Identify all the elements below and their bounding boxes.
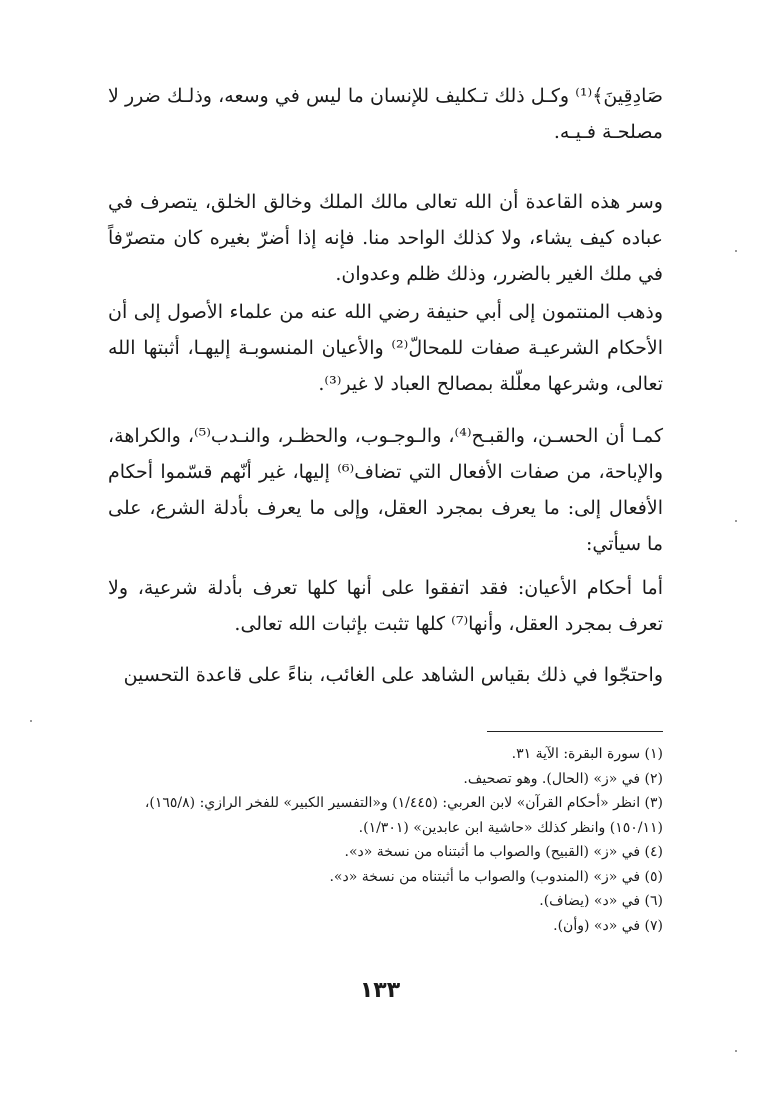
footnote-7: (٧) في «د» (وأن). xyxy=(553,917,663,934)
footnote-6: (٦) في «د» (يضاف). xyxy=(539,893,663,909)
paragraph-2: وسر هذه القاعدة أن الله تعالى مالك الملك وخالق الخلق، يتصرف في عباده كيف يشاء، ولا كذلك الواحد منا. فإنه إذا أضرّ بغيره كان متصرّفاً في ملك الغير بالضرر، وذلك ظلم وعدوان. xyxy=(108,191,663,285)
page-number: ١٣٣ xyxy=(359,978,401,1003)
paragraph-1: صَادِقِينَ﴾⁽¹⁾ وكـل ذلك تـكليف للإنسان ما ليس في وسعه، وذلـك ضرر لا مصلحـة فـيـه. xyxy=(108,85,663,143)
footnote-5: (٥) في «ز» (المندوب) والصواب ما أثبتناه من نسخة «د». xyxy=(329,868,663,885)
scan-speck xyxy=(735,1050,737,1052)
paragraph-6: واحتجّوا في ذلك بقياس الشاهد على الغائب، بناءً على قاعدة التحسين xyxy=(123,664,663,686)
footnotes xyxy=(108,742,663,938)
paragraph-4: كمـا أن الحسـن، والقبـح⁽⁴⁾، والـوجـوب، والحظـر، والنـدب⁽⁵⁾، والكراهة، والإباحة، من صفات الأفعال التي تضاف⁽⁶⁾ إليها، غير أنّهم قسّموا أحكام الأفعال إلى: ما يعرف بمجرد العقل، وإلى ما يعرف بأدلة الشرع، على ما سيأتي: xyxy=(108,425,663,555)
scan-speck xyxy=(30,720,32,722)
footnote-1: (١) سورة البقرة: الآية ٣١. xyxy=(511,746,663,762)
footnote-4: (٤) في «ز» (القبيح) والصواب ما أثبتناه من نسخة «د». xyxy=(344,844,663,860)
footnote-3: (٣) انظر «أحكام القرآن» لابن العربي: (١/٤٤٥) و«التفسير الكبير» للفخر الرازي: (١٦٥/٨)، (١٥٠/١١) وانظر كذلك «حاشية ابن عابدين» (١/٣٠١). xyxy=(144,795,663,836)
footnote-separator xyxy=(487,731,663,732)
scan-speck xyxy=(735,250,737,252)
footnote-2: (٢) في «ز» (الحال). وهو تصحيف. xyxy=(463,770,663,787)
paragraph-3: وذهب المنتمون إلى أبي حنيفة رضي الله عنه من علماء الأصول إلى أن الأحكام الشرعيـة صفات للمحالّ⁽²⁾ والأعيان المنسوبـة إليهـا، أثبتها الله تعالى، وشرعها معلّلة بمصالح العباد لا غير⁽³⁾. xyxy=(108,301,663,395)
scan-speck xyxy=(735,520,737,522)
paragraph-5: أما أحكام الأعيان: فقد اتفقوا على أنها كلها تعرف بأدلة شرعية، ولا تعرف بمجرد العقل، وأنها⁽⁷⁾ كلها تثبت بإثبات الله تعالى. xyxy=(108,577,663,635)
